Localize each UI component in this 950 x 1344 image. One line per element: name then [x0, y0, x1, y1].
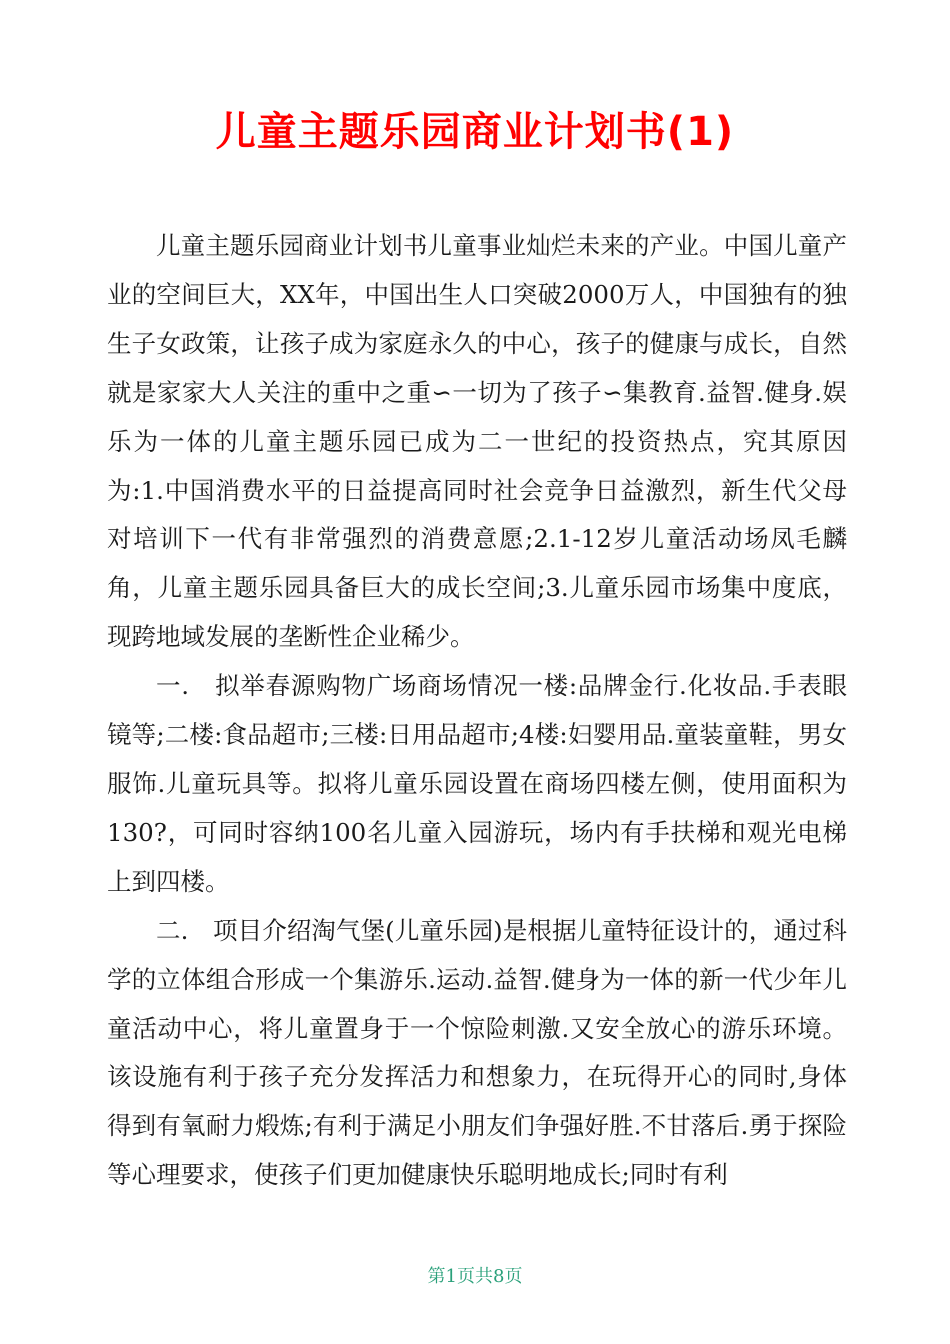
document-body — [107, 222, 847, 1200]
document-title: 儿童主题乐园商业计划书(1) — [215, 109, 735, 155]
paragraph-intro: 儿童主题乐园商业计划书儿童事业灿烂未来的产业。中国儿童产业的空间巨大，XX年，中国出生人口突破2000万人，中国独有的独生子女政策，让孩子成为家庭永久的中心，孩子的健康与成长，自然就是家家大人关注的重中之重∽一切为了孩子∽集教育.益智.健身.娱乐为一体的儿童主题乐园已成为二一世纪的投资热点，究其原因为:1.中国消费水平的日益提高同时社会竞争日益激烈，新生代父母对培训下一代有非常强烈的消费意愿;2.1-12岁儿童活动场凤毛麟角，儿童主题乐园具备巨大的成长空间;3.儿童乐园市场集中度底，现跨地域发展的垄断性企业稀少。 — [107, 231, 847, 652]
paragraph-section-2: 二. 项目介绍淘气堡(儿童乐园)是根据儿童特征设计的，通过科学的立体组合形成一个集游乐.运动.益智.健身为一体的新一代少年儿童活动中心，将儿童置身于一个惊险刺激.又安全放心的游乐环境。该设施有利于孩子充分发挥活力和想象力，在玩得开心的同时,身体得到有氧耐力煅炼;有利于满足小朋友们争强好胜.不甘落后.勇于探险等心理要求，使孩子们更加健康快乐聪明地成长;同时有利 — [107, 915, 847, 1190]
page-number-footer: 第1页共8页 — [427, 1266, 523, 1287]
paragraph-section-1: 一. 拟举春源购物广场商场情况一楼:品牌金行.化妆品.手表眼镜等;二楼:食品超市;三楼:日用品超市;4楼:妇婴用品.童装童鞋，男女服饰.儿童玩具等。拟将儿童乐园设置在商场四楼左侧，使用面积为130?，可同时容纳100名儿童入园游玩，场内有手扶梯和观光电梯上到四楼。 — [107, 671, 847, 896]
